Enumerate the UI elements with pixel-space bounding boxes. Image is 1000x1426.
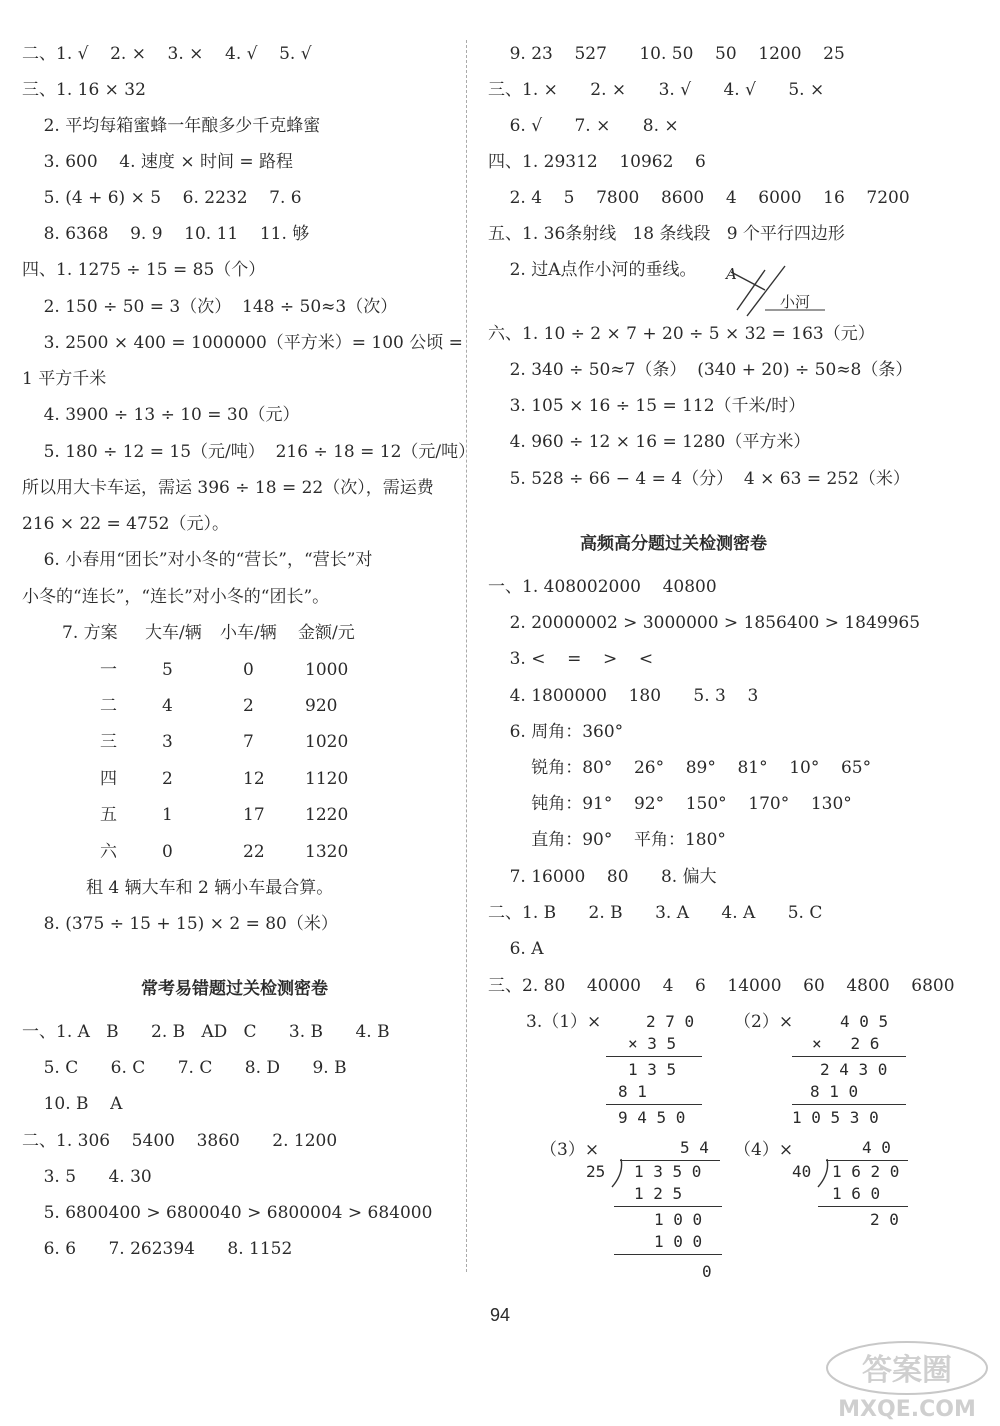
answer-line: 216 × 22 = 4752（元）。 — [22, 514, 229, 534]
answer-line: 2. 20000002 > 3000000 > 1856400 > 1849965 — [488, 613, 921, 633]
answer-line: 一、1. 408002000 40800 — [488, 577, 717, 597]
calc-row: 1 3 5 — [628, 1060, 677, 1079]
point-label: A — [726, 265, 737, 283]
answer-line: 2. 平均每箱蜜蜂一年酿多少千克蜂蜜 — [22, 116, 321, 136]
calc-row: 8 1 0 — [810, 1082, 859, 1101]
section-title: 常考易错题过关检测密卷 — [141, 979, 328, 999]
answer-line: 二、1. √ 2. × 3. × 4. √ 5. √ — [22, 44, 312, 64]
table-cell: 12 — [243, 769, 265, 789]
answer-line: 4. 1800000 180 5. 3 3 — [488, 686, 759, 706]
answer-line: 小冬的“连长”，“连长”对小冬的“团长”。 — [22, 587, 330, 607]
answer-line: 3. < = > < — [488, 649, 654, 669]
table-cell: 五 — [100, 805, 117, 825]
answer-line: 5. (4 + 6) × 5 6. 2232 7. 6 — [22, 188, 302, 208]
calc-label: （4）× — [734, 1140, 794, 1160]
svg-text:MXQE.COM: MXQE.COM — [838, 1397, 976, 1422]
answer-line: 5. C 6. C 7. C 8. D 9. B — [22, 1058, 347, 1078]
calc-row: 4 0 5 — [840, 1012, 889, 1031]
table-conclusion: 租 4 辆大车和 2 辆小车最合算。 — [86, 878, 334, 898]
answer-line: 二、1. 306 5400 3860 2. 1200 — [22, 1131, 338, 1151]
answer-line: 所以用大卡车运，需运 396 ÷ 18 = 22（次），需运费 — [22, 478, 434, 498]
answer-line: 3. 600 4. 速度 × 时间 = 路程 — [22, 152, 294, 172]
answer-line: 2. 150 ÷ 50 = 3（次） 148 ÷ 50≈3（次） — [22, 297, 398, 317]
answer-line: 锐角：80° 26° 89° 81° 10° 65° — [488, 758, 872, 778]
calc-rule — [614, 1206, 722, 1207]
answer-line: 8. (375 ÷ 15 + 15) × 2 = 80（米） — [22, 914, 338, 934]
answer-line: 4. 3900 ÷ 13 ÷ 10 = 30（元） — [22, 405, 300, 425]
watermark-graphic — [822, 1334, 992, 1424]
calc-row: 1 0 0 — [654, 1210, 703, 1229]
page-number: 94 — [489, 1305, 511, 1325]
table-header-cell: 小车/辆 — [220, 623, 277, 643]
quotient: 5 4 — [680, 1138, 709, 1157]
remainder: 0 — [702, 1262, 712, 1281]
calc-rule — [818, 1206, 908, 1207]
table-cell: 四 — [100, 769, 117, 789]
divisor: 25 — [586, 1162, 606, 1181]
table-cell: 7 — [243, 732, 254, 752]
dividend: 1 6 2 0 — [832, 1162, 900, 1181]
table-header-cell: 金额/元 — [298, 623, 355, 643]
answer-line: 6. 小春用“团长”对小冬的“营长”，“营长”对 — [22, 550, 373, 570]
calc-rule — [606, 1104, 702, 1105]
calc-row: 2 4 3 0 — [820, 1060, 888, 1079]
answer-line: 直角：90° 平角：180° — [488, 830, 726, 850]
answer-line: 六、1. 10 ÷ 2 × 7 + 20 ÷ 5 × 32 = 163（元） — [488, 324, 875, 344]
svg-text:答案圈: 答案圈 — [862, 1353, 952, 1388]
calc-row: × 3 5 — [628, 1034, 677, 1053]
answer-line: 8. 6368 9. 9 10. 11 11. 够 — [22, 224, 310, 244]
table-cell: 1 — [162, 805, 173, 825]
calc-label: 3.（1）× — [526, 1012, 602, 1032]
calc-label: （3）× — [540, 1140, 600, 1160]
calc-row: 1 0 5 3 0 — [792, 1108, 879, 1127]
answer-line: 五、1. 36条射线 18 条线段 9 个平行四边形 — [488, 224, 845, 244]
calc-rule — [792, 1104, 906, 1105]
calc-rule — [614, 1254, 722, 1255]
answer-line: 四、1. 1275 ÷ 15 = 85（个） — [22, 260, 266, 280]
calc-row: × 2 6 — [812, 1034, 880, 1053]
table-cell: 3 — [162, 732, 173, 752]
answer-line: 三、2. 80 40000 4 6 14000 60 4800 6800 — [488, 976, 955, 996]
answer-line: 6. √ 7. × 8. × — [488, 116, 679, 136]
table-cell: 一 — [100, 660, 117, 680]
answer-line: 10. B A — [22, 1094, 123, 1114]
dividend: 1 3 5 0 — [634, 1162, 702, 1181]
table-cell: 1120 — [305, 769, 349, 789]
table-cell: 2 — [162, 769, 173, 789]
table-cell: 920 — [305, 696, 338, 716]
divisor: 40 — [792, 1162, 812, 1181]
river-label: 小河 — [780, 293, 811, 311]
quotient: 4 0 — [862, 1138, 891, 1157]
table-cell: 三 — [100, 732, 117, 752]
answer-line: 三、1. 16 × 32 — [22, 80, 146, 100]
table-cell: 0 — [162, 842, 173, 862]
answer-line: 2. 340 ÷ 50≈7（条） (340 + 20) ÷ 50≈8（条） — [488, 360, 913, 380]
answer-line: 6. A — [488, 939, 544, 959]
table-cell: 1320 — [305, 842, 349, 862]
answer-line: 5. 528 ÷ 66 − 4 = 4（分） 4 × 63 = 252（米） — [488, 469, 910, 489]
answer-line: 钝角：91° 92° 150° 170° 130° — [488, 794, 852, 814]
answer-line: 3. 2500 × 400 = 1000000（平方米）= 100 公顷 = — [22, 333, 463, 353]
section-title: 高频高分题过关检测密卷 — [580, 534, 767, 554]
answer-line: 二、1. B 2. B 3. A 4. A 5. C — [488, 903, 823, 923]
answer-line: 1 平方千米 — [22, 369, 107, 389]
calc-row: 1 0 0 — [654, 1232, 703, 1251]
table-cell: 4 — [162, 696, 173, 716]
answer-line: 3. 5 4. 30 — [22, 1167, 152, 1187]
answer-line: 一、1. A B 2. B AD C 3. B 4. B — [22, 1022, 390, 1042]
calc-row: 1 6 0 — [832, 1184, 881, 1203]
answer-line: 6. 周角：360° — [488, 722, 624, 742]
answer-line: 3. 105 × 16 ÷ 15 = 112（千米/时） — [488, 396, 806, 416]
answer-line: 9. 23 527 10. 50 50 1200 25 — [488, 44, 845, 64]
calc-row: 8 1 — [618, 1082, 647, 1101]
table-cell: 1000 — [305, 660, 349, 680]
calc-row: 1 2 5 — [634, 1184, 683, 1203]
calc-row: 2 7 0 — [646, 1012, 695, 1031]
answer-line: 5. 180 ÷ 12 = 15（元/吨） 216 ÷ 18 = 12（元/吨） — [22, 442, 476, 462]
table-cell: 二 — [100, 696, 117, 716]
table-cell: 22 — [243, 842, 265, 862]
answer-line: 4. 960 ÷ 12 × 16 = 1280（平方米） — [488, 432, 811, 452]
answer-line: 2. 4 5 7800 8600 4 6000 16 7200 — [488, 188, 910, 208]
answer-line: 5. 6800400 > 6800040 > 6800004 > 684000 — [22, 1203, 433, 1223]
answer-line: 四、1. 29312 10962 6 — [488, 152, 706, 172]
table-cell: 0 — [243, 660, 254, 680]
table-cell: 1020 — [305, 732, 349, 752]
answer-line: 6. 6 7. 262394 8. 1152 — [22, 1239, 293, 1259]
calc-rule — [606, 1056, 702, 1057]
remainder: 2 0 — [870, 1210, 899, 1229]
division-bracket — [610, 1158, 624, 1188]
table-cell: 1220 — [305, 805, 349, 825]
answer-line: 三、1. × 2. × 3. √ 4. √ 5. × — [488, 80, 825, 100]
column-divider — [466, 40, 467, 1272]
calc-row: 9 4 5 0 — [618, 1108, 686, 1127]
answer-line: 2. 过A点作小河的垂线。 — [488, 260, 697, 280]
division-bar — [620, 1160, 720, 1161]
calc-rule — [792, 1056, 906, 1057]
table-cell: 17 — [243, 805, 265, 825]
table-cell: 5 — [162, 660, 173, 680]
division-bracket — [816, 1158, 830, 1188]
division-bar — [826, 1160, 908, 1161]
table-cell: 2 — [243, 696, 254, 716]
answer-line: 7. 16000 80 8. 偏大 — [488, 867, 717, 887]
table-header-cell: 7. 方案 — [62, 623, 118, 643]
table-cell: 六 — [100, 842, 117, 862]
calc-label: （2）× — [734, 1012, 794, 1032]
watermark-logo — [822, 1334, 992, 1424]
table-header-cell: 大车/辆 — [145, 623, 202, 643]
